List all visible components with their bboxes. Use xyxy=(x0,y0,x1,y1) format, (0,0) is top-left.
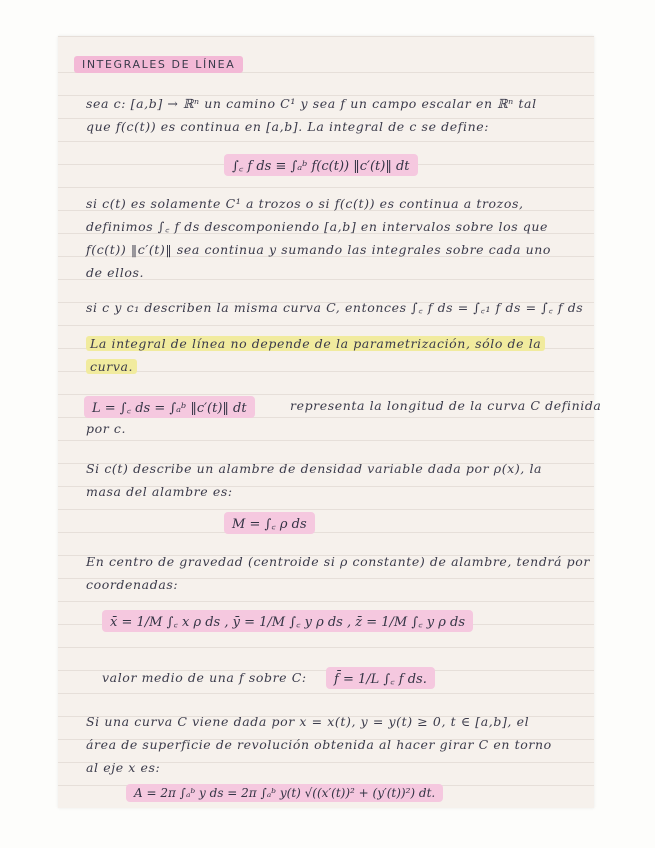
formula-centroid: x̄ = 1/M ∫꜀ x ρ ds , ȳ = 1/M ∫꜀ y ρ ds , z̄ = 1/M ∫꜀ y ρ ds xyxy=(102,610,473,632)
highlight-parametrization-line-2: curva. xyxy=(86,359,137,374)
paragraph-4-line-2 xyxy=(86,359,586,375)
mean-value-label: valor medio de una f sobre C: xyxy=(102,670,307,685)
paragraph-2-line-4: de ellos. xyxy=(86,265,145,280)
paragraph-2-line-1: si c(t) es solamente C¹ a trozos o si f(c(t)) es continua a trozos, xyxy=(86,196,524,211)
notebook-page xyxy=(58,36,602,808)
page-title: INTEGRALES DE LÍNEA xyxy=(74,56,243,73)
arc-length-description-2: por c. xyxy=(86,421,127,436)
formula-arc-length: L = ∫꜀ ds = ∫ₐᵇ ‖c′(t)‖ dt xyxy=(84,396,255,418)
paragraph-5-line-2: masa del alambre es: xyxy=(86,484,233,499)
paragraph-8-line-2: área de superficie de revolución obtenida al hacer girar C en torno xyxy=(86,737,552,752)
paragraph-8-line-3: al eje x es: xyxy=(86,760,161,775)
paragraph-6-line-2: coordenadas: xyxy=(86,577,179,592)
paragraph-2-line-3: f(c(t)) ‖c′(t)‖ sea continua y sumando las integrales sobre cada uno xyxy=(86,242,552,257)
formula-line-integral-definition: ∫꜀ f ds ≡ ∫ₐᵇ f(c(t)) ‖c′(t)‖ dt xyxy=(224,154,418,176)
formula-surface-of-revolution: A = 2π ∫ₐᵇ y ds = 2π ∫ₐᵇ y(t) √((x′(t))² + (y′(t))²) dt. xyxy=(126,784,443,802)
paragraph-1-line-1: sea c: [a,b] → ℝⁿ un camino C¹ y sea f un campo escalar en ℝⁿ tal xyxy=(86,96,537,111)
formula-mean-value: f̄ = 1/L ∫꜀ f ds. xyxy=(326,667,435,689)
paragraph-5-line-1: Si c(t) describe un alambre de densidad variable dada por ρ(x), la xyxy=(86,461,543,476)
paragraph-4-line-1 xyxy=(86,336,586,352)
highlight-parametrization-line-1: La integral de línea no depende de la parametrización, sólo de la xyxy=(86,336,545,351)
paragraph-1-line-2: que f(c(t)) es continua en [a,b]. La integral de c se define: xyxy=(86,119,490,134)
formula-mass: M = ∫꜀ ρ ds xyxy=(224,512,315,534)
paragraph-6-line-1: En centro de gravedad (centroide si ρ constante) de alambre, tendrá por xyxy=(86,554,590,569)
arc-length-description: representa la longitud de la curva C definida xyxy=(290,398,602,413)
paragraph-8-line-1: Si una curva C viene dada por x = x(t), y = y(t) ≥ 0, t ∈ [a,b], el xyxy=(86,714,530,729)
paragraph-3: si c y c₁ describen la misma curva C, entonces ∫꜀ f ds = ∫꜀₁ f ds = ∫꜀ f ds xyxy=(86,300,584,315)
paragraph-2-line-2: definimos ∫꜀ f ds descomponiendo [a,b] en intervalos sobre los que xyxy=(86,219,549,234)
